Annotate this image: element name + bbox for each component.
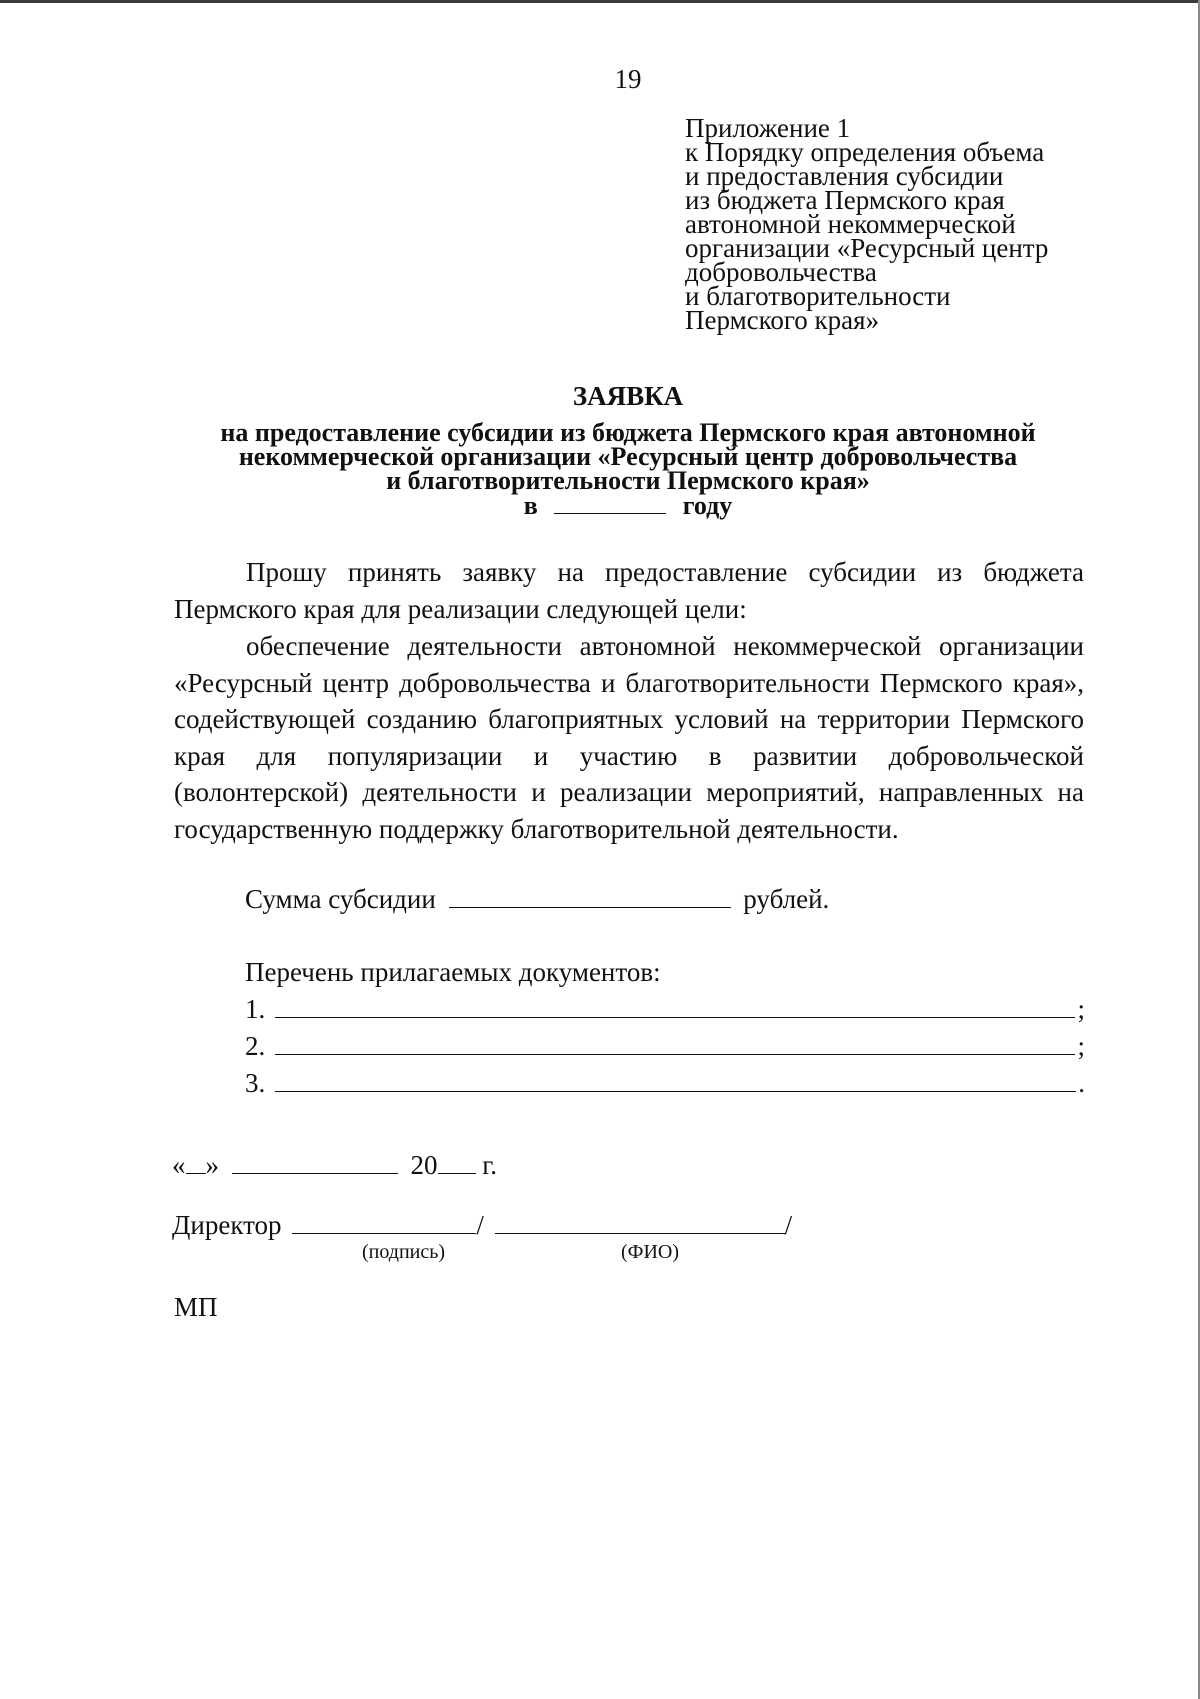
amount-label: Сумма субсидии — [245, 884, 436, 914]
appendix-line: Пермского края» — [685, 305, 880, 335]
documents-heading: Перечень прилагаемых документов: — [245, 957, 661, 987]
document-subtitle — [170, 418, 1086, 520]
appendix-line: организации «Ресурсный центр — [685, 233, 1049, 263]
page-number: 19 — [614, 64, 642, 94]
year-suffix: году — [682, 491, 733, 520]
amount-blank[interactable] — [449, 885, 731, 908]
purpose-paragraph — [174, 628, 1084, 847]
year-blank[interactable] — [554, 493, 666, 514]
purpose-text: обеспечение деятельности автономной некоммерческой организации «Ресурсный центр добровольчества и благотворительности Пермского края», содействующей созданию благоприятных условий на территории Пермского края для популяризации и участию в развитии добровольческой (волонтерской) деятельности и реализации мероприятий, направленных на государственную поддержку благотворительной деятельности. — [174, 631, 1084, 844]
month-blank[interactable] — [232, 1151, 398, 1174]
appendix-line: Приложение 1 — [685, 113, 851, 143]
name-blank[interactable] — [495, 1211, 785, 1234]
document-end: ; — [1077, 994, 1085, 1024]
appendix-block — [685, 113, 1105, 335]
appendix-line: автономной некоммерческой — [685, 209, 1016, 239]
document-blank[interactable] — [275, 995, 1075, 1018]
document-item — [245, 1068, 1085, 1099]
subtitle-line: на предоставление субсидии из бюджета Пермского края автономной — [220, 418, 1036, 447]
stamp-label: МП — [174, 1292, 218, 1322]
document-item — [245, 994, 1085, 1025]
signature-caption: (подпись) — [362, 1241, 446, 1263]
year-digits-blank[interactable] — [438, 1151, 476, 1174]
subtitle-line: некоммерческой организации «Ресурсный центр добровольчества — [238, 442, 1018, 471]
document-blank[interactable] — [275, 1032, 1075, 1055]
request-paragraph — [174, 554, 1084, 627]
signature-separator: / — [476, 1210, 484, 1240]
amount-unit: рублей. — [743, 884, 830, 914]
request-text: Прошу принять заявку на предоставление субсидии из бюджета Пермского края для реализации следующей цели: — [174, 557, 1084, 624]
subtitle-year-line — [170, 493, 1086, 518]
signature-blank[interactable] — [292, 1211, 476, 1234]
appendix-line: к Порядку определения объема — [685, 137, 1045, 167]
document-title: ЗАЯВКА — [572, 381, 684, 411]
document-number: 2. — [245, 1031, 266, 1061]
date-line — [172, 1150, 497, 1181]
date-year-suffix: г. — [482, 1150, 498, 1180]
scan-edge-top — [0, 0, 1200, 3]
date-century: 20 — [410, 1150, 438, 1180]
subtitle-line: и благотворительности Пермского края» — [386, 466, 870, 495]
appendix-line: добровольчества — [685, 257, 877, 287]
appendix-line: и предоставления субсидии — [685, 161, 1004, 191]
year-prefix: в — [523, 491, 538, 520]
document-item — [245, 1031, 1085, 1062]
document-end: ; — [1077, 1031, 1085, 1061]
signature-line — [172, 1210, 792, 1241]
document-blank[interactable] — [275, 1069, 1076, 1092]
date-open-quote: « — [172, 1150, 186, 1180]
date-close-quote: » — [205, 1150, 219, 1180]
document-number: 1. — [245, 994, 266, 1024]
name-caption: (ФИО) — [621, 1241, 680, 1263]
document-number: 3. — [245, 1068, 266, 1098]
signature-role: Директор — [172, 1210, 282, 1240]
signature-separator: / — [784, 1210, 793, 1240]
day-blank[interactable] — [186, 1151, 206, 1174]
appendix-line: и благотворительности — [685, 281, 951, 311]
document-end: . — [1078, 1068, 1085, 1098]
amount-line — [245, 884, 829, 915]
appendix-line: из бюджета Пермского края — [685, 185, 1005, 215]
